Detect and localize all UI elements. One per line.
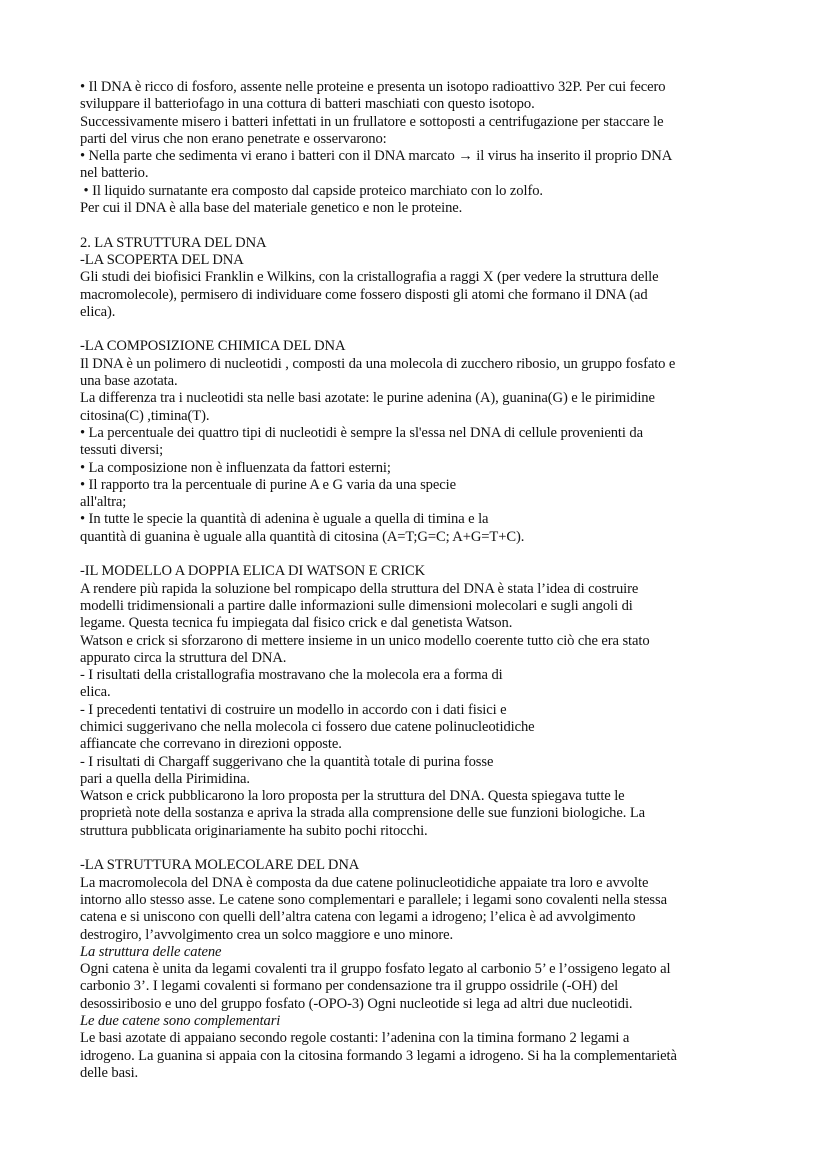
text-line: • Il DNA è ricco di fosforo, assente nelle proteine e presenta un isotopo radioattivo 32P. Per cui fecero — [80, 79, 666, 95]
text-line: affiancate che correvano in direzioni opposte. — [80, 736, 342, 753]
text-line: - I risultati di Chargaff suggerivano che la quantità totale di purina fosse — [80, 753, 494, 770]
text-line: - I risultati della cristallografia mostravano che la molecola era a forma di — [80, 667, 503, 684]
text-line: Per cui il DNA è alla base del materiale genetico e non le proteine. — [80, 200, 463, 217]
text-line: Il DNA è un polimero di nucleotidi , composti da una molecola di zucchero ribosio, un gruppo fosfato e — [80, 355, 676, 372]
text-line: parti del virus che non erano penetrate e osservarono: — [80, 130, 387, 147]
blank-line — [80, 546, 780, 563]
text-line: elica). — [80, 303, 116, 320]
section-heading — [80, 235, 780, 270]
subsection-heading — [80, 1013, 780, 1030]
text-line: 2. LA STRUTTURA DEL DNA — [80, 234, 267, 251]
text-line: -LA COMPOSIZIONE CHIMICA DEL DNA — [80, 338, 346, 355]
text-line: • La percentuale dei quattro tipi di nucleotidi è sempre la sl'essa nel DNA di cellule provenienti da — [80, 424, 643, 441]
text-line: -LA SCOPERTA DEL DNA — [80, 251, 244, 268]
paragraph — [80, 356, 780, 546]
text-line: legame. Questa tecnica fu impiegata dal fisico crick e dal genetista Watson. — [80, 615, 513, 632]
text-line: sviluppare il batteriofago in una cottura di batteri maschiati con questo isotopo. — [80, 96, 535, 113]
text-line: proprietà note della sostanza e apriva la strada alla comprensione delle sue funzioni biologiche. La — [80, 805, 646, 822]
text-line: • In tutte le specie la quantità di adenina è uguale a quella di timina e la — [80, 511, 489, 528]
text-line: Watson e crick si sforzarono di mettere insieme in un unico modello coerente tutto ciò che era stato — [80, 632, 650, 649]
text-line: - I precedenti tentativi di costruire un modello in accordo con i dati fisici e — [80, 701, 507, 718]
text-line: struttura pubblicata originariamente ha subito pochi ritocchi. — [80, 822, 428, 839]
paragraph — [80, 961, 780, 1013]
text-line: desossiribosio e uno del gruppo fosfato (-OPO-3) Ogni nucleotide si lega ad altri due nucleotidi. — [80, 995, 633, 1012]
text-line: -IL MODELLO A DOPPIA ELICA DI WATSON E CRICK — [80, 563, 426, 580]
text-line: citosina(C) ,timina(T). — [80, 407, 210, 424]
text-line: A rendere più rapida la soluzione bel rompicapo della struttura del DNA è stata l’idea di costruire — [80, 580, 639, 597]
text-line: • La composizione non è influenzata da fattori esterni; — [80, 459, 391, 476]
text-line: La struttura delle catene — [80, 943, 222, 960]
blank-line — [80, 840, 780, 857]
text-line: elica. — [80, 684, 111, 701]
paragraph — [80, 269, 780, 321]
text-line: nel batterio. — [80, 165, 149, 182]
text-line: Le basi azotate di appaiano secondo regole costanti: l’adenina con la timina formano 2 legami a — [80, 1030, 630, 1047]
text-line: una base azotata. — [80, 373, 178, 390]
text-line: pari a quella della Pirimidina. — [80, 770, 250, 787]
text-line: catena e si uniscono con quelli dell’altra catena con legami a idrogeno; l’elica è ad avvolgimento — [80, 909, 636, 926]
text-line: La macromolecola del DNA è composta da due catene polinucleotidiche appaiate tra loro e avvolte — [80, 874, 649, 891]
document-page — [80, 79, 780, 1082]
text-line: Successivamente misero i batteri infettati in un frullatore e sottoposti a centrifugazione per staccare le — [80, 113, 664, 130]
text-line: modelli tridimensionali a partire dalle informazioni sulle dimensioni molecolari e sugli angoli di — [80, 597, 633, 614]
text-line: all'altra; — [80, 494, 127, 511]
paragraph — [80, 79, 780, 217]
subsection-heading — [80, 944, 780, 961]
paragraph — [80, 581, 780, 840]
paragraph — [80, 875, 780, 944]
text-line: Le due catene sono complementari — [80, 1013, 281, 1030]
text-line: quantità di guanina è uguale alla quantità di citosina (A=T;G=C; A+G=T+C). — [80, 528, 525, 545]
section-heading — [80, 338, 780, 355]
text-line: chimici suggerivano che nella molecola ci fossero due catene polinucleotidiche — [80, 718, 535, 735]
section-heading — [80, 857, 780, 874]
text-line: Watson e crick pubblicarono la loro proposta per la struttura del DNA. Questa spiegava tutte le — [80, 788, 625, 805]
text-line: carbonio 3’. I legami covalenti si formano per condensazione tra il gruppo ossidrile (-OH) del — [80, 978, 619, 995]
text-line: delle basi. — [80, 1064, 139, 1081]
text-line: Gli studi dei biofisici Franklin e Wilkins, con la cristallografia a raggi X (per vedere la struttura delle — [80, 269, 659, 286]
text-line: -LA STRUTTURA MOLECOLARE DEL DNA — [80, 857, 360, 874]
text-line: intorno allo stesso asse. Le catene sono complementari e parallele; i legami sono covalenti nella stessa — [80, 891, 667, 908]
text-line: macromolecole), permisero di individuare come fossero disposti gli atomi che formano il DNA (ad — [80, 286, 648, 303]
text-line: idrogeno. La guanina si appaia con la citosina formando 3 legami a idrogeno. Si ha la complementarietà — [80, 1047, 677, 1064]
text-line: • Il liquido surnatante era composto dal capside proteico marchiato con lo zolfo. — [80, 182, 543, 199]
text-line: • Il rapporto tra la percentuale di purine A e G varia da una specie — [80, 476, 456, 493]
blank-line — [80, 217, 780, 234]
paragraph — [80, 1030, 780, 1082]
text-line: destrogiro, l’avvolgimento crea un solco maggiore e uno minore. — [80, 926, 454, 943]
text-line: Ogni catena è unita da legami covalenti tra il gruppo fosfato legato al carbonio 5’ e l’ossigeno legato al — [80, 961, 671, 978]
text-line: appurato circa la struttura del DNA. — [80, 649, 287, 666]
section-heading — [80, 563, 780, 580]
blank-line — [80, 321, 780, 338]
text-line: La differenza tra i nucleotidi sta nelle basi azotate: le purine adenina (A), guanina(G) e le pirimidine — [80, 390, 655, 407]
text-line: tessuti diversi; — [80, 442, 164, 459]
text-line: • Nella parte che sedimenta vi erano i batteri con il DNA marcato → il virus ha inserito il proprio DNA — [80, 148, 673, 165]
